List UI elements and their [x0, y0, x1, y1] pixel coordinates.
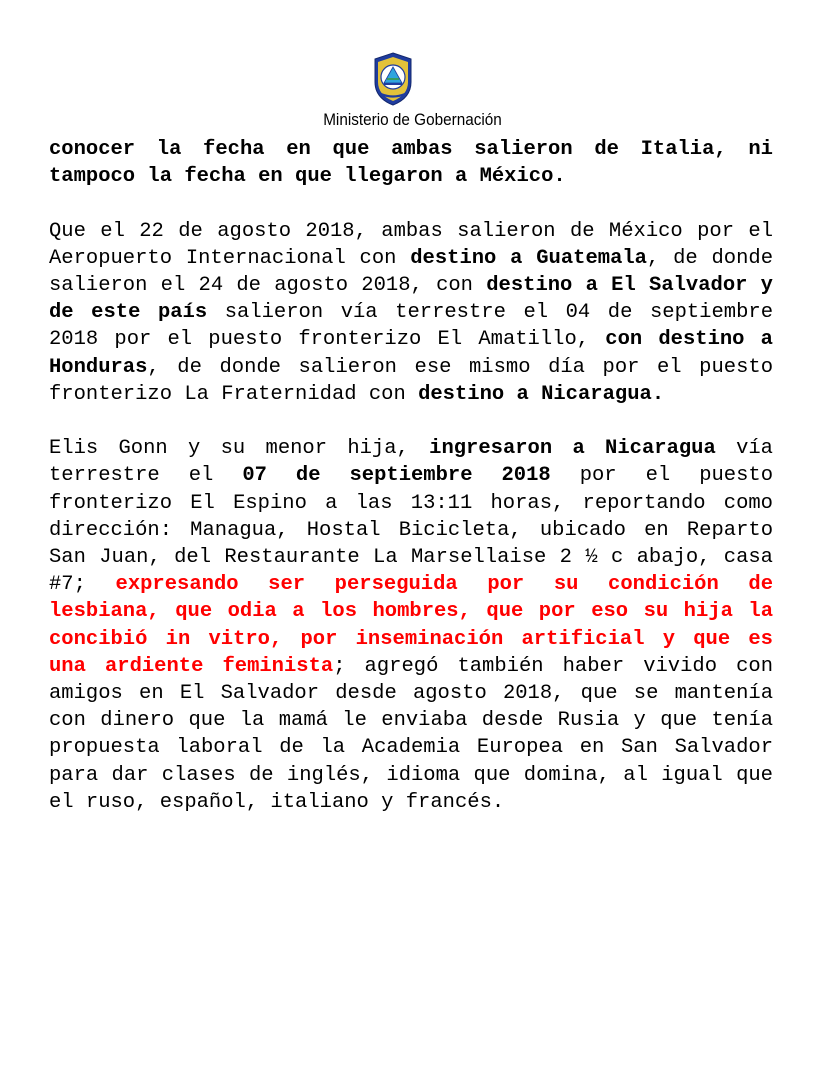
text-segment: Elis Gonn y su menor hija, — [49, 437, 430, 461]
document-header — [0, 52, 825, 134]
text-segment: ; agregó también haber vivido con amigos en El Salvador desde agosto 2018, que se mantenía con dinero que la mamá le enviaba desde Rusia y que tenía propuesta laboral de la Academia Europea en San Salvador para dar clases de inglés, idioma que domina, al igual que el ruso, español, italiano y francés. — [49, 654, 773, 814]
document-body — [49, 136, 773, 843]
text-segment: , de donde salieron el 24 de agosto 2018, con — [49, 246, 773, 297]
text-segment: vía terrestre el — [49, 437, 773, 488]
ministry-name: Ministerio de Gobernación — [323, 110, 502, 129]
text-segment: con destino a Honduras — [49, 328, 773, 379]
text-segment: conocer la fecha en que ambas salieron de Italia, ni tampoco la fecha en que llegaron a México. — [49, 138, 773, 189]
text-segment: ingresaron a Nicaragua — [429, 437, 716, 461]
text-segment: por el puesto fronterizo El Espino a las 13:11 horas, reportando como dirección: Managua, Hostal Bicicleta, ubicado en Reparto San Juan, del Restaurante La Marsellaise 2 ½ c abajo, casa #7; — [49, 464, 774, 597]
text-segment: destino a Nicaragua — [418, 382, 652, 406]
paragraph — [49, 435, 773, 816]
paragraph — [49, 218, 773, 408]
text-segment: salieron vía terrestre el 04 de septiembre 2018 por el puesto fronterizo El Amatillo, — [49, 301, 773, 352]
nicaragua-ministry-seal-icon — [373, 52, 413, 106]
text-segment: destino a El Salvador y de este país — [49, 274, 773, 325]
text-segment: destino a Guatemala — [410, 246, 647, 270]
text-segment: 07 de septiembre 2018 — [242, 464, 551, 488]
text-segment: , de donde salieron ese mismo día por el puesto fronterizo La Fraternidad con — [49, 355, 773, 406]
highlighted-statement: expresando ser perseguida por su condición de lesbiana, que odia a los hombres, que por eso su hija la concibió in vitro, por inseminación artificial y que es una ardiente feminista — [49, 573, 773, 678]
paragraph — [49, 136, 773, 190]
text-segment: Que el 22 de agosto 2018, ambas salieron de México por el Aeropuerto Internacional con — [49, 219, 773, 270]
text-segment: . — [651, 382, 665, 406]
